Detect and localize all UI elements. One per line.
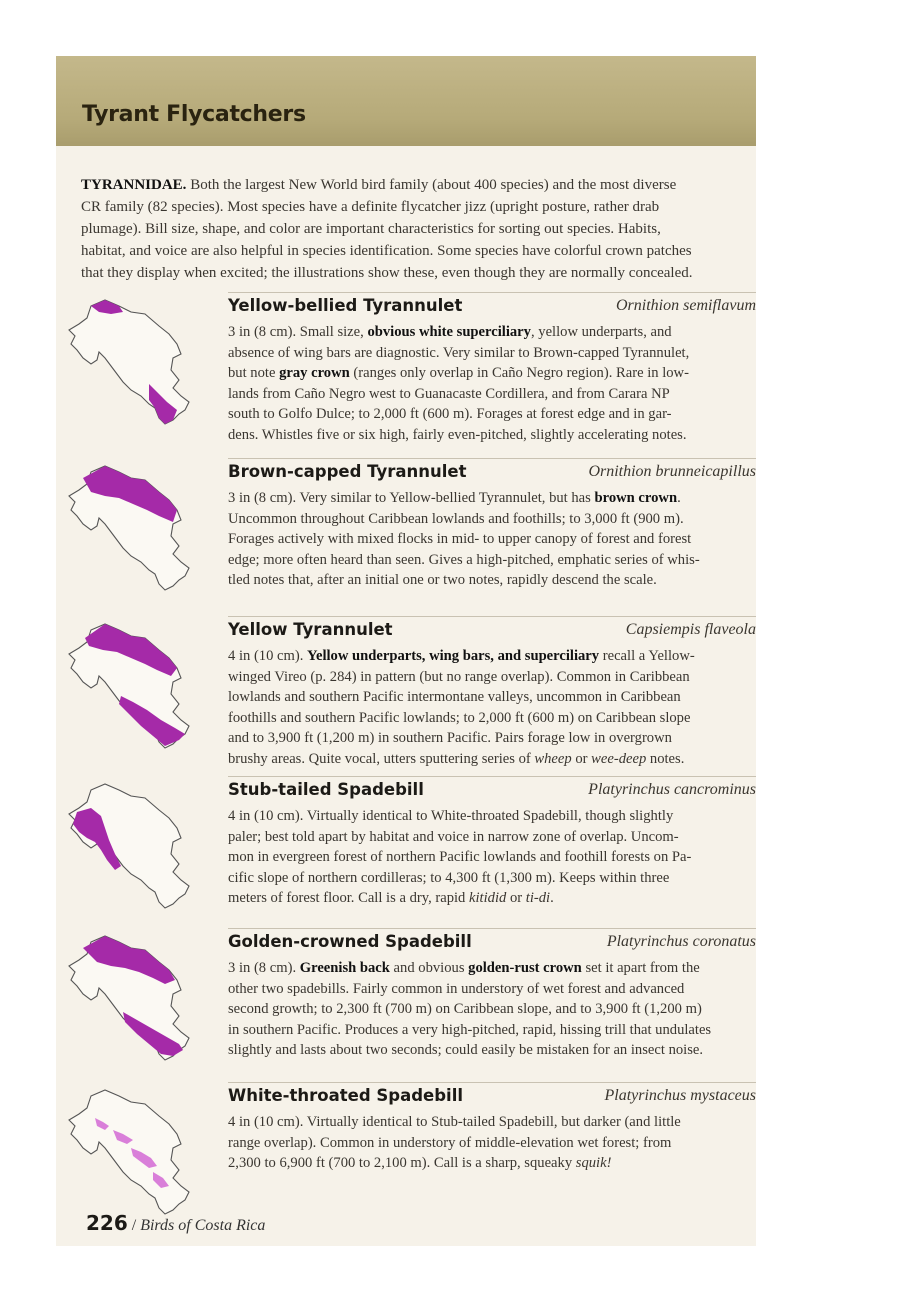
species-entry [56,292,756,443]
description-line: meters of forest floor. Call is a dry, rapid kitidid or ti-di. [228,890,554,906]
species-scientific-name: Capsiempis flaveola [625,621,756,638]
species-common-name: White-throated Spadebill [228,1086,464,1105]
description-line: 4 in (10 cm). Virtually identical to White-throated Spadebill, though slightly [228,808,674,824]
vocalization-italic: ti-di [525,890,551,906]
species-entry [56,458,756,598]
description-line: winged Vireo (p. 284) in pattern (but no range overlap). Common in Caribbean [228,668,690,685]
species-common-name: Brown-capped Tyrannulet [228,462,467,481]
emphasis-bold: obvious white superciliary [367,324,531,340]
footer-separator: / [127,1217,141,1234]
country-outline [69,784,189,908]
description-line: tled notes that, after an initial one or two notes, rapidly descend the scale. [228,572,657,588]
species-description [228,806,756,909]
description-line: but note gray crown (ranges only overlap in Caño Negro region). Rare in low- [228,365,689,381]
species-common-name: Stub-tailed Spadebill [228,780,424,799]
description-line: dens. Whistles five or six high, fairly even-pitched, slightly accelerating notes. [228,426,687,443]
species-heading [228,620,756,644]
description-line: foothills and southern Pacific lowlands; to 2,000 ft (600 m) on Caribbean slope [228,709,691,726]
emphasis-bold: brown crown [594,490,678,506]
vocalization-italic: wheep [534,750,572,767]
intro-line: habitat, and voice are also helpful in species identification. Some species have colorful crown patches [81,243,692,259]
costa-rica-map-icon [56,292,206,432]
description-line: second growth; to 2,300 ft (700 m) on Caribbean slope, and to 3,900 ft (1,200 m) [228,1001,702,1017]
species-heading [228,296,756,320]
entry-divider [228,776,756,777]
entry-divider [228,458,756,459]
range-map-brown-capped-tyrannulet [56,458,206,598]
species-scientific-name: Ornithion semiflavum [616,297,756,314]
species-description [228,1112,756,1174]
emphasis-bold: gray crown [279,365,350,381]
entry-divider [228,616,756,617]
description-line: Forages actively with mixed flocks in mid- to upper canopy of forest and forest [228,531,692,547]
country-outline [69,1090,189,1214]
description-line: paler; best told apart by habitat and voice in narrow zone of overlap. Uncom- [228,828,679,845]
species-description [228,322,756,445]
species-common-name: Golden-crowned Spadebill [228,932,472,951]
costa-rica-map-icon [56,1082,206,1222]
vocalization-italic: kitidid [469,890,507,906]
description-line: Uncommon throughout Caribbean lowlands and foothills; to 3,000 ft (900 m). [228,510,684,527]
description-line: slightly and lasts about two seconds; could easily be mistaken for an insect noise. [228,1042,704,1058]
description-line: range overlap). Common in understory of middle-elevation wet forest; from [228,1134,672,1151]
book-title: Birds of Costa Rica [140,1217,266,1234]
species-entry [56,928,756,1068]
description-line: in southern Pacific. Produces a very high-pitched, rapid, hissing trill that undulates [228,1021,712,1038]
description-line: cific slope of northern cordilleras; to 4,300 ft (1,300 m). Keeps within three [228,869,670,886]
page-title: Tyrant Flycatchers [82,102,306,127]
species-heading [228,932,756,956]
page-footer [86,1211,265,1235]
range-map-golden-crowned-spadebill [56,928,206,1068]
intro-line: Both the largest New World bird family (about 400 species) and the most diverse [186,177,677,193]
description-line: 4 in (10 cm). Yellow underparts, wing bars, and superciliary recall a Yellow- [228,648,695,664]
description-line: lowlands and southern Pacific intermontane valleys, uncommon in Caribbean [228,689,681,705]
species-scientific-name: Ornithion brunneicapillus [588,463,756,480]
description-line: 4 in (10 cm). Virtually identical to Stub-tailed Spadebill, but darker (and little [228,1114,681,1130]
entry-divider [228,1082,756,1083]
family-intro [81,174,756,284]
description-line: 3 in (8 cm). Very similar to Yellow-bellied Tyrannulet, but has brown crown. [228,490,681,506]
book-page [56,56,756,1246]
emphasis-bold: Yellow underparts, wing bars, and superciliary [307,648,600,664]
header-band [56,56,756,146]
description-line: other two spadebills. Fairly common in understory of wet forest and advanced [228,980,685,997]
costa-rica-map-icon [56,928,206,1068]
description-line: and to 3,900 ft (1,200 m) in southern Pacific. Pairs forage low in overgrown [228,730,672,746]
species-heading [228,1086,756,1110]
description-line: south to Golfo Dulce; to 2,000 ft (600 m). Forages at forest edge and in gar- [228,406,672,422]
range-map-stub-tailed-spadebill [56,776,206,916]
species-heading [228,462,756,486]
species-entry [56,616,756,767]
description-line: 3 in (8 cm). Greenish back and obvious golden-rust crown set it apart from the [228,960,700,976]
range-map-yellow-tyrannulet [56,616,206,756]
emphasis-bold: golden-rust crown [468,960,582,976]
description-line: absence of wing bars are diagnostic. Very similar to Brown-capped Tyrannulet, [228,344,690,361]
species-common-name: Yellow-bellied Tyrannulet [228,296,463,315]
species-entry [56,776,756,916]
description-line: lands from Caño Negro west to Guanacaste Cordillera, and from Carara NP [228,385,670,402]
vocalization-italic: squik! [575,1155,612,1171]
emphasis-bold: Greenish back [299,960,390,976]
entry-divider [228,928,756,929]
intro-line: CR family (82 species). Most species have a definite flycatcher jizz (upright posture, rather drab [81,199,660,215]
description-line: 3 in (8 cm). Small size, obvious white superciliary, yellow underparts, and [228,324,672,340]
species-description [228,646,756,769]
costa-rica-map-icon [56,616,206,756]
species-entry [56,1082,756,1222]
description-line: brushy areas. Quite vocal, utters sputtering series of wheep or wee-deep notes. [228,750,685,767]
entry-divider [228,292,756,293]
description-line: mon in evergreen forest of northern Pacific lowlands and foothill forests on Pa- [228,849,692,865]
range-map-white-throated-spadebill [56,1082,206,1222]
family-label: TYRANNIDAE. [81,177,187,193]
range-map-yellow-bellied-tyrannulet [56,292,206,432]
species-description [228,488,756,591]
costa-rica-map-icon [56,458,206,598]
species-heading [228,780,756,804]
species-scientific-name: Platyrinchus coronatus [606,933,756,950]
species-scientific-name: Platyrinchus cancrominus [588,781,756,798]
intro-line: that they display when excited; the illustrations show these, even though they are normally concealed. [81,265,693,281]
page-number: 226 [86,1211,128,1235]
vocalization-italic: wee-deep [591,750,647,767]
description-line: edge; more often heard than seen. Gives a high-pitched, emphatic series of whis- [228,551,700,568]
costa-rica-map-icon [56,776,206,916]
description-line: 2,300 to 6,900 ft (700 to 2,100 m). Call is a sharp, squeaky squik! [228,1155,612,1171]
species-scientific-name: Platyrinchus mystaceus [604,1087,756,1104]
species-description [228,958,756,1061]
intro-line: plumage). Bill size, shape, and color are important characteristics for sorting out species. Habits, [81,221,661,237]
species-common-name: Yellow Tyrannulet [228,620,393,639]
